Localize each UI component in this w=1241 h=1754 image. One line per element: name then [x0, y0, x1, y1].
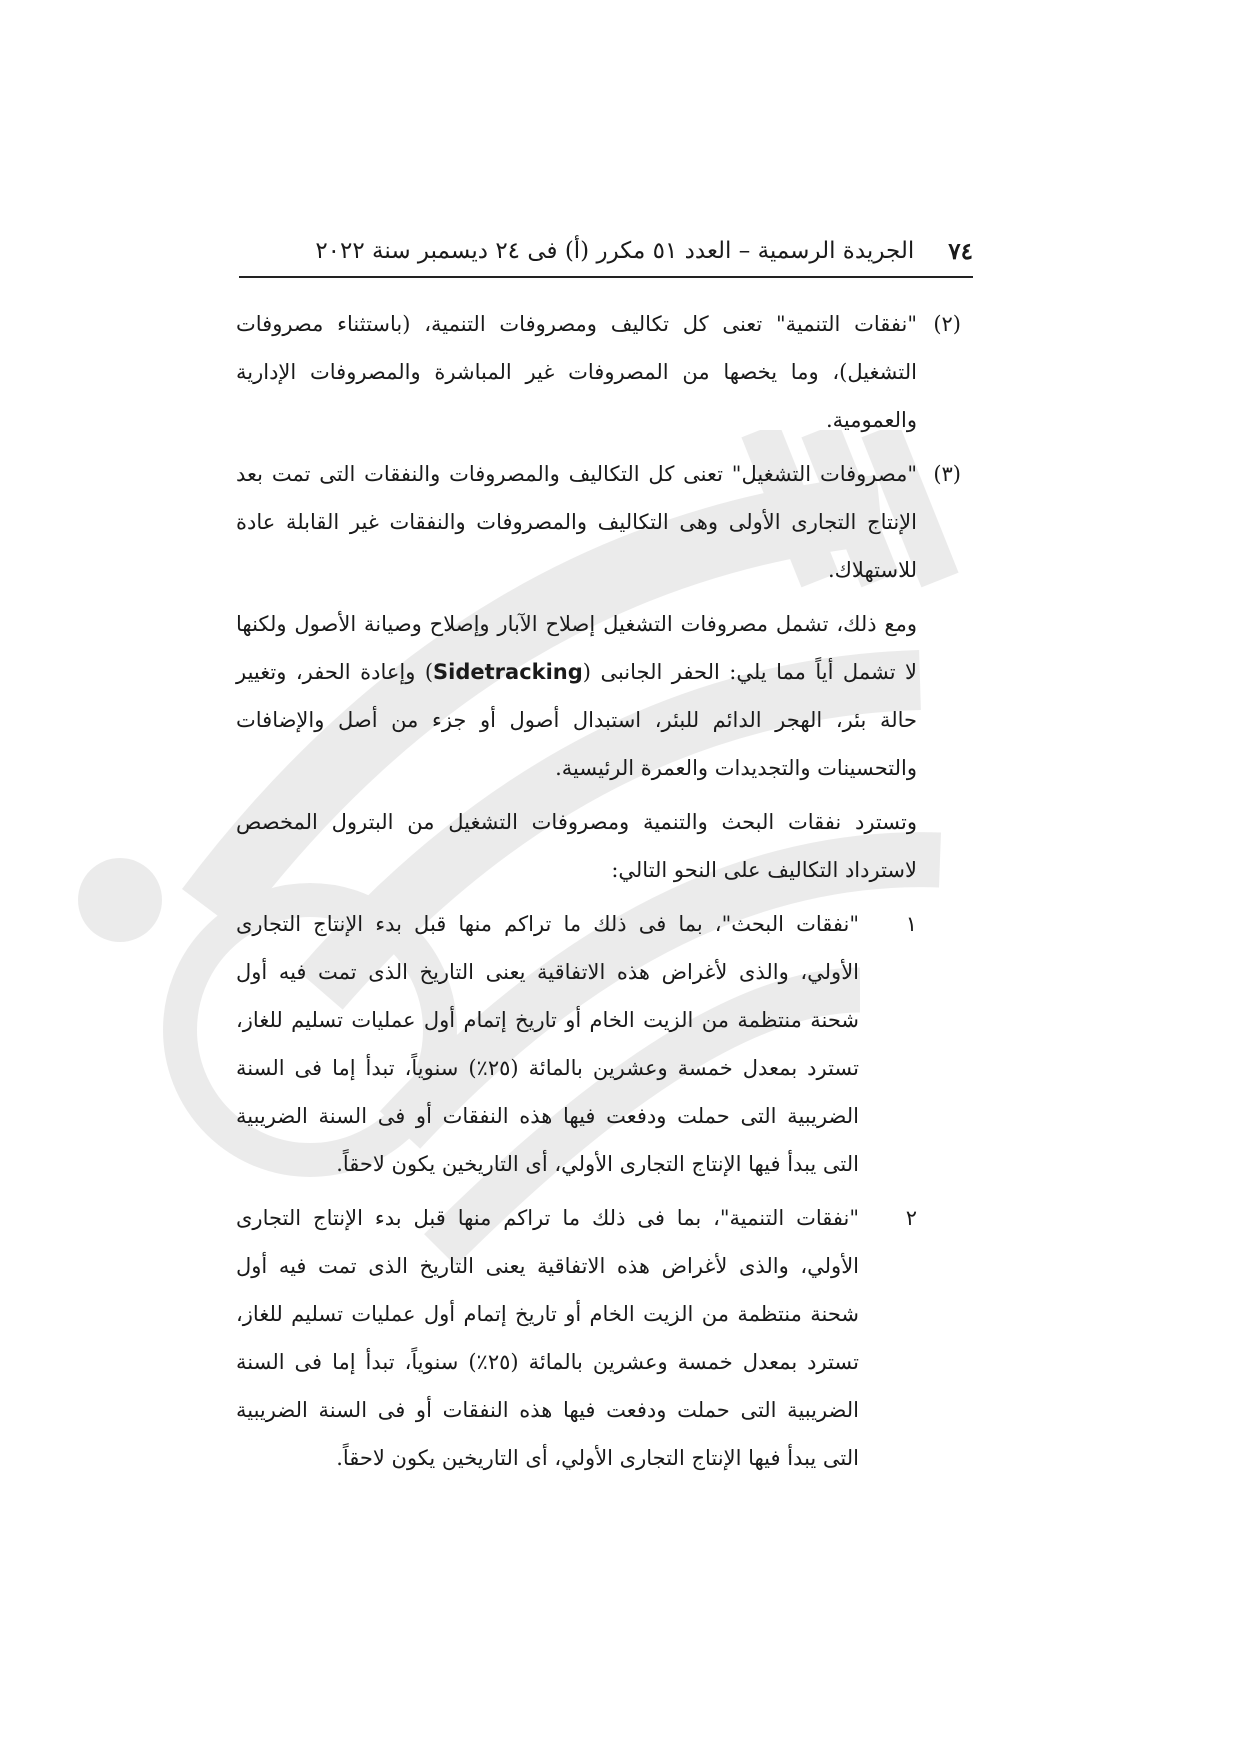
definition-item	[236, 450, 961, 594]
item-number: (٢)	[933, 312, 961, 336]
header-divider	[239, 276, 973, 278]
recovery-subitem	[236, 900, 917, 1188]
paragraph-text: ومع ذلك، تشمل مصروفات التشغيل إصلاح الآبار وإصلاح وصيانة الأصول ولكنها لا تشمل أياً مما يلي: الحفر الجانبى (	[236, 612, 917, 684]
recovery-intro-paragraph: وتسترد نفقات البحث والتنمية ومصروفات التشغيل من البترول المخصص لاسترداد التكاليف على النحو التالي:	[236, 810, 917, 882]
latin-term: Sidetracking	[433, 660, 583, 684]
operating-expenses-paragraph	[236, 600, 917, 792]
document-body	[236, 300, 961, 1488]
subitem-text: "نفقات التنمية"، بما فى ذلك ما تراكم منها قبل بدء الإنتاج التجارى الأولي، والذى لأغراض هذه الاتفاقية يعنى التاريخ الذى تمت فيه أول شحنة منتظمة من الزيت الخام أو تاريخ إتمام أول عمليات تسليم للغاز، تسترد بمعدل خمسة وعشرين بالمائة (٢٥٪) سنوياً، تبدأ إما فى السنة الضريبية التى حملت ودفعت فيها هذه النفقات أو فى السنة الضريبية التى يبدأ فيها الإنتاج التجارى الأولي، أى التاريخين يكون لاحقاً.	[236, 1206, 860, 1470]
subitem-number: ٢	[905, 1206, 917, 1230]
page-number: ٧٤	[948, 237, 973, 265]
paragraph-text: ) وإعادة الحفر، وتغيير حالة بئر، الهجر الدائم للبئر، استبدال أصول أو جزء من أصل والإضافات والتحسينات والتجديدات والعمرة الرئيسية.	[236, 660, 917, 780]
item-text: "نفقات التنمية" تعنى كل تكاليف ومصروفات التنمية، (باستثناء مصروفات التشغيل)، وما يخصها من المصروفات غير المباشرة والمصروفات الإدارية والعمومية.	[236, 312, 917, 432]
subitem-number: ١	[905, 912, 917, 936]
gazette-title: الجريدة الرسمية – العدد ٥١ مكرر (أ) فى ٢٤ ديسمبر سنة ٢٠٢٢	[315, 238, 915, 264]
page-header	[243, 228, 973, 274]
item-text: "مصروفات التشغيل" تعنى كل التكاليف والمصروفات والنفقات التى تمت بعد الإنتاج التجارى الأولى وهى التكاليف والمصروفات والنفقات غير القابلة عادة للاستهلاك.	[236, 462, 917, 582]
item-number: (٣)	[933, 462, 961, 486]
recovery-subitem	[236, 1194, 917, 1482]
subitem-text: "نفقات البحث"، بما فى ذلك ما تراكم منها قبل بدء الإنتاج التجارى الأولي، والذى لأغراض هذه الاتفاقية يعنى التاريخ الذى تمت فيه أول شحنة منتظمة من الزيت الخام أو تاريخ إتمام أول عمليات تسليم للغاز، تسترد بمعدل خمسة وعشرين بالمائة (٢٥٪) سنوياً، تبدأ إما فى السنة الضريبية التى حملت ودفعت فيها هذه النفقات أو فى السنة الضريبية التى يبدأ فيها الإنتاج التجارى الأولي، أى التاريخين يكون لاحقاً.	[236, 912, 860, 1176]
definition-item	[236, 300, 961, 444]
